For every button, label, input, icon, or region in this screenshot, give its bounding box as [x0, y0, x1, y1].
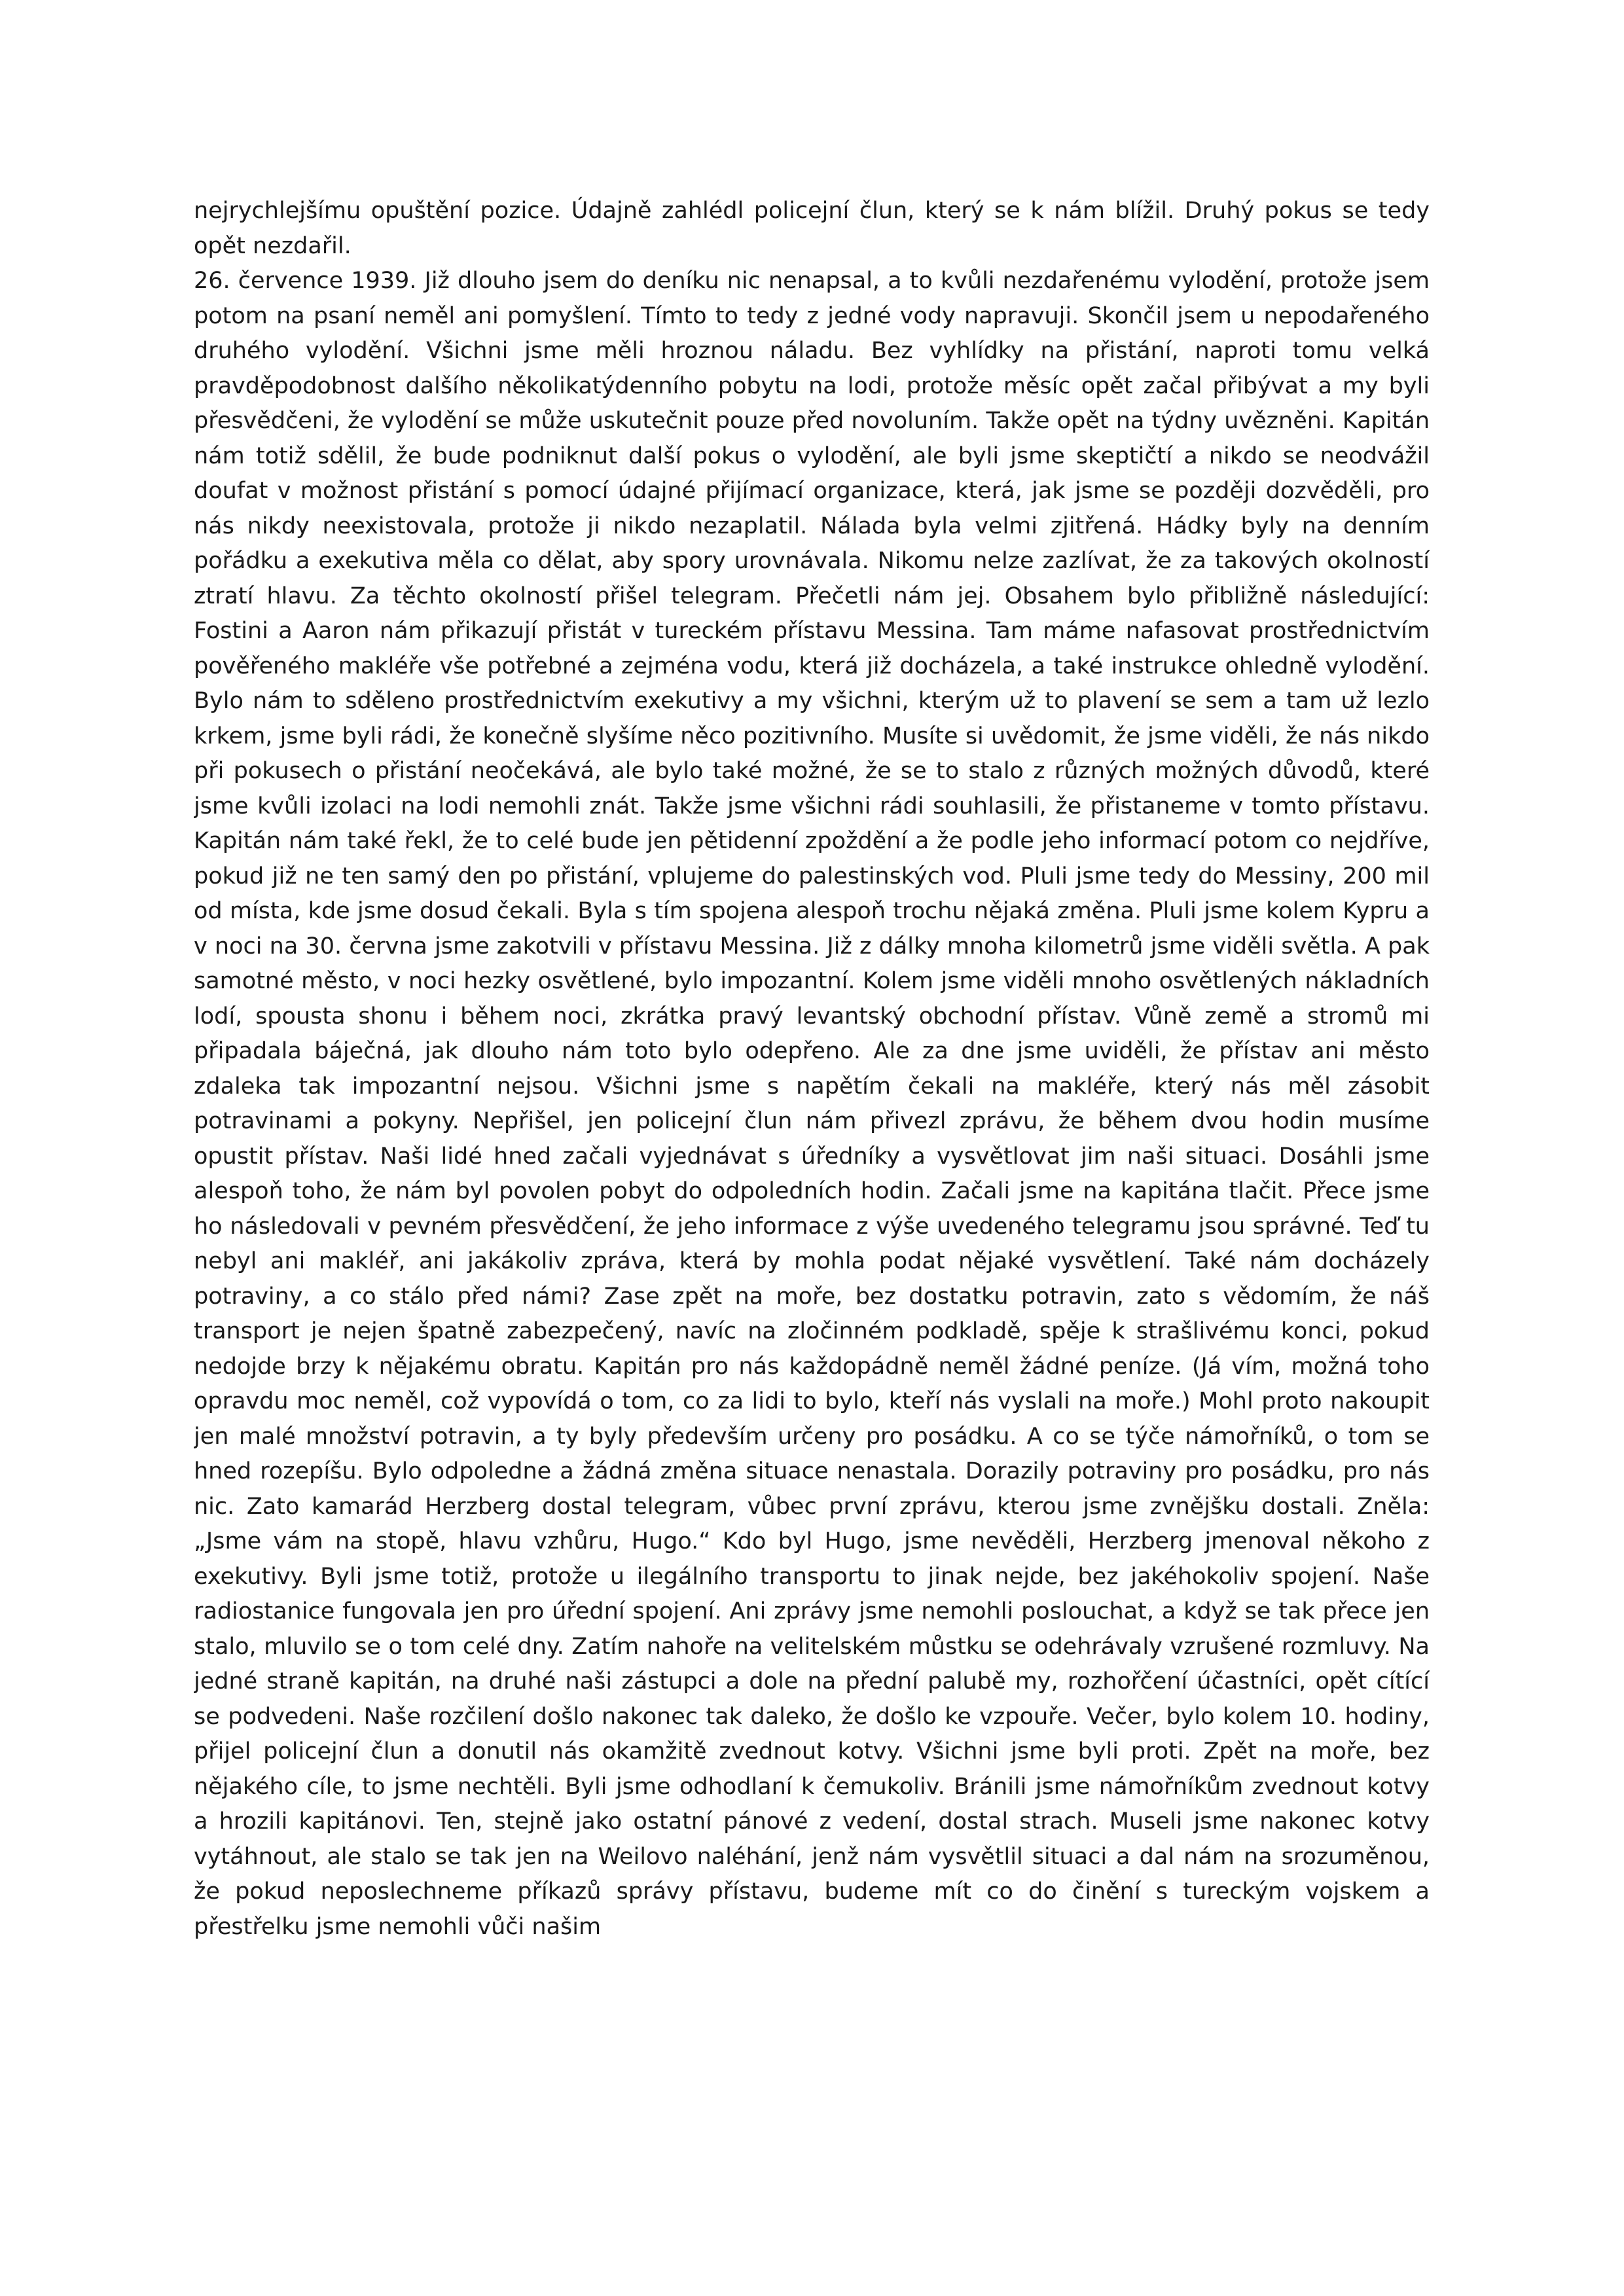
document-page	[194, 194, 1430, 2131]
paragraph-diary-entry: 26. července 1939. Již dlouho jsem do deníku nic nenapsal, a to kvůli nezdařenému vylodění, protože jsem potom na psaní neměl ani pomyšlení. Tímto to tedy z jedné vody napravuji. Skončil jsem u nepodařeného druhého vylodění. Všichni jsme měli hroznou náladu. Bez vyhlídky na přistání, naproti tomu velká pravděpodobnost dalšího několikatýdenního pobytu na lodi, protože měsíc opět začal přibývat a my byli přesvědčeni, že vylodění se může uskutečnit pouze před novoluním. Takže opět na týdny uvězněni. Kapitán nám totiž sdělil, že bude podniknut další pokus o vylodění, ale byli jsme skeptičtí a nikdo se neodvážil doufat v možnost přistání s pomocí údajné přijímací organizace, která, jak jsme se později dozvěděli, pro nás nikdy neexistovala, protože ji nikdo nezaplatil. Nálada byla velmi zjitřená. Hádky byly na denním pořádku a exekutiva měla co dělat, aby spory urovnávala. Nikomu nelze zazlívat, že za takových okolností ztratí hlavu. Za těchto okolností přišel telegram. Přečetli nám jej. Obsahem bylo přibližně následující: Fostini a Aaron nám přikazují přistát v tureckém přístavu Messina. Tam máme nafasovat prostřednictvím pověřeného makléře vše potřebné a zejména vodu, která již docházela, a také instrukce ohledně vylodění. Bylo nám to sděleno prostřednictvím exekutivy a my všichni, kterým už to plavení se sem a tam už lezlo krkem, jsme byli rádi, že konečně slyšíme něco pozitivního. Musíte si uvědomit, že jsme viděli, že nás nikdo při pokusech o přistání neočekává, ale bylo také možné, že se to stalo z různých možných důvodů, které jsme kvůli izolaci na lodi nemohli znát. Takže jsme všichni rádi souhlasili, že přistaneme v tomto přístavu. Kapitán nám také řekl, že to celé bude jen pětidenní zpoždění a že podle jeho informací potom co nejdříve, pokud již ne ten samý den po přistání, vplujeme do palestinských vod. Pluli jsme tedy do Messiny, 200 mil od místa, kde jsme dosud čekali. Byla s tím spojena alespoň trochu nějaká změna. Pluli jsme kolem Kypru a v noci na 30. června jsme zakotvili v přístavu Messina. Již z dálky mnoha kilometrů jsme viděli světla. A pak samotné město, v noci hezky osvětlené, bylo impozantní. Kolem jsme viděli mnoho osvětlených nákladních lodí, spousta shonu i během noci, zkrátka pravý levantský obchodní přístav. Vůně země a stromů mi připadala báječná, jak dlouho nám toto bylo odepřeno. Ale za dne jsme uviděli, že přístav ani město zdaleka tak impozantní nejsou. Všichni jsme s napětím čekali na makléře, který nás měl zásobit potravinami a pokyny. Nepřišel, jen policejní člun nám přivezl zprávu, že během dvou hodin musíme opustit přístav. Naši lidé hned začali vyjednávat s úředníky a vysvětlovat jim naši situaci. Dosáhli jsme alespoň toho, že nám byl povolen pobyt do odpoledních hodin. Začali jsme na kapitána tlačit. Přece jsme ho následovali v pevném přesvědčení, že jeho informace z výše uvedeného telegramu jsou správné. Teď tu nebyl ani makléř, ani jakákoliv zpráva, která by mohla podat nějaké vysvětlení. Také nám docházely potraviny, a co stálo před námi? Zase zpět na moře, bez dostatku potravin, zato s vědomím, že náš transport je nejen špatně zabezpečený, navíc na zločinném podkladě, spěje k strašlivému konci, pokud nedojde brzy k nějakému obratu. Kapitán pro nás každopádně neměl žádné peníze. (Já vím, možná toho opravdu moc neměl, což vypovídá o tom, co za lidi to bylo, kteří nás vyslali na moře.) Mohl proto nakoupit jen malé množství potravin, a ty byly především určeny pro posádku. A co se týče námořníků, o tom se hned rozepíšu. Bylo odpoledne a žádná změna situace nenastala. Dorazily potraviny pro posádku, pro nás nic. Zato kamarád Herzberg dostal telegram, vůbec první zprávu, kterou jsme zvnějšku dostali. Zněla: „Jsme vám na stopě, hlavu vzhůru, Hugo.“ Kdo byl Hugo, jsme nevěděli, Herzberg jmenoval někoho z exekutivy. Byli jsme totiž, protože u ilegálního transportu to jinak nejde, bez jakéhokoliv spojení. Naše radiostanice fungovala jen pro úřední spojení. Ani zprávy jsme nemohli poslouchat, a když se tak přece jen stalo, mluvilo se o tom celé dny. Zatím nahoře na velitelském můstku se odehrávaly vzrušené rozmluvy. Na jedné straně kapitán, na druhé naši zástupci a dole na přední palubě my, rozhořčení účastníci, opět cítící se podvedeni. Naše rozčilení došlo nakonec tak daleko, že došlo ke vzpouře. Večer, bylo kolem 10. hodiny, přijel policejní člun a donutil nás okamžitě zvednout kotvy. Všichni jsme byli proti. Zpět na moře, bez nějakého cíle, to jsme nechtěli. Byli jsme odhodlaní k čemukoliv. Bránili jsme námořníkům zvednout kotvy a hrozili kapitánovi. Ten, stejně jako ostatní pánové z vedení, dostal strach. Museli jsme nakonec kotvy vytáhnout, ale stalo se tak jen na Weilovo naléhání, jenž nám vysvětlil situaci a dal nám na srozuměnou, že pokud neposlechneme příkazů správy přístavu, budeme mít co do činění s tureckým vojskem a přestřelku jsme nemohli vůči našim	[194, 268, 1430, 1940]
paragraph-continuation: nejrychlejšímu opuštění pozice. Údajně zahlédl policejní člun, který se k nám blížil. Druhý pokus se tedy opět nezdařil.	[194, 198, 1430, 259]
